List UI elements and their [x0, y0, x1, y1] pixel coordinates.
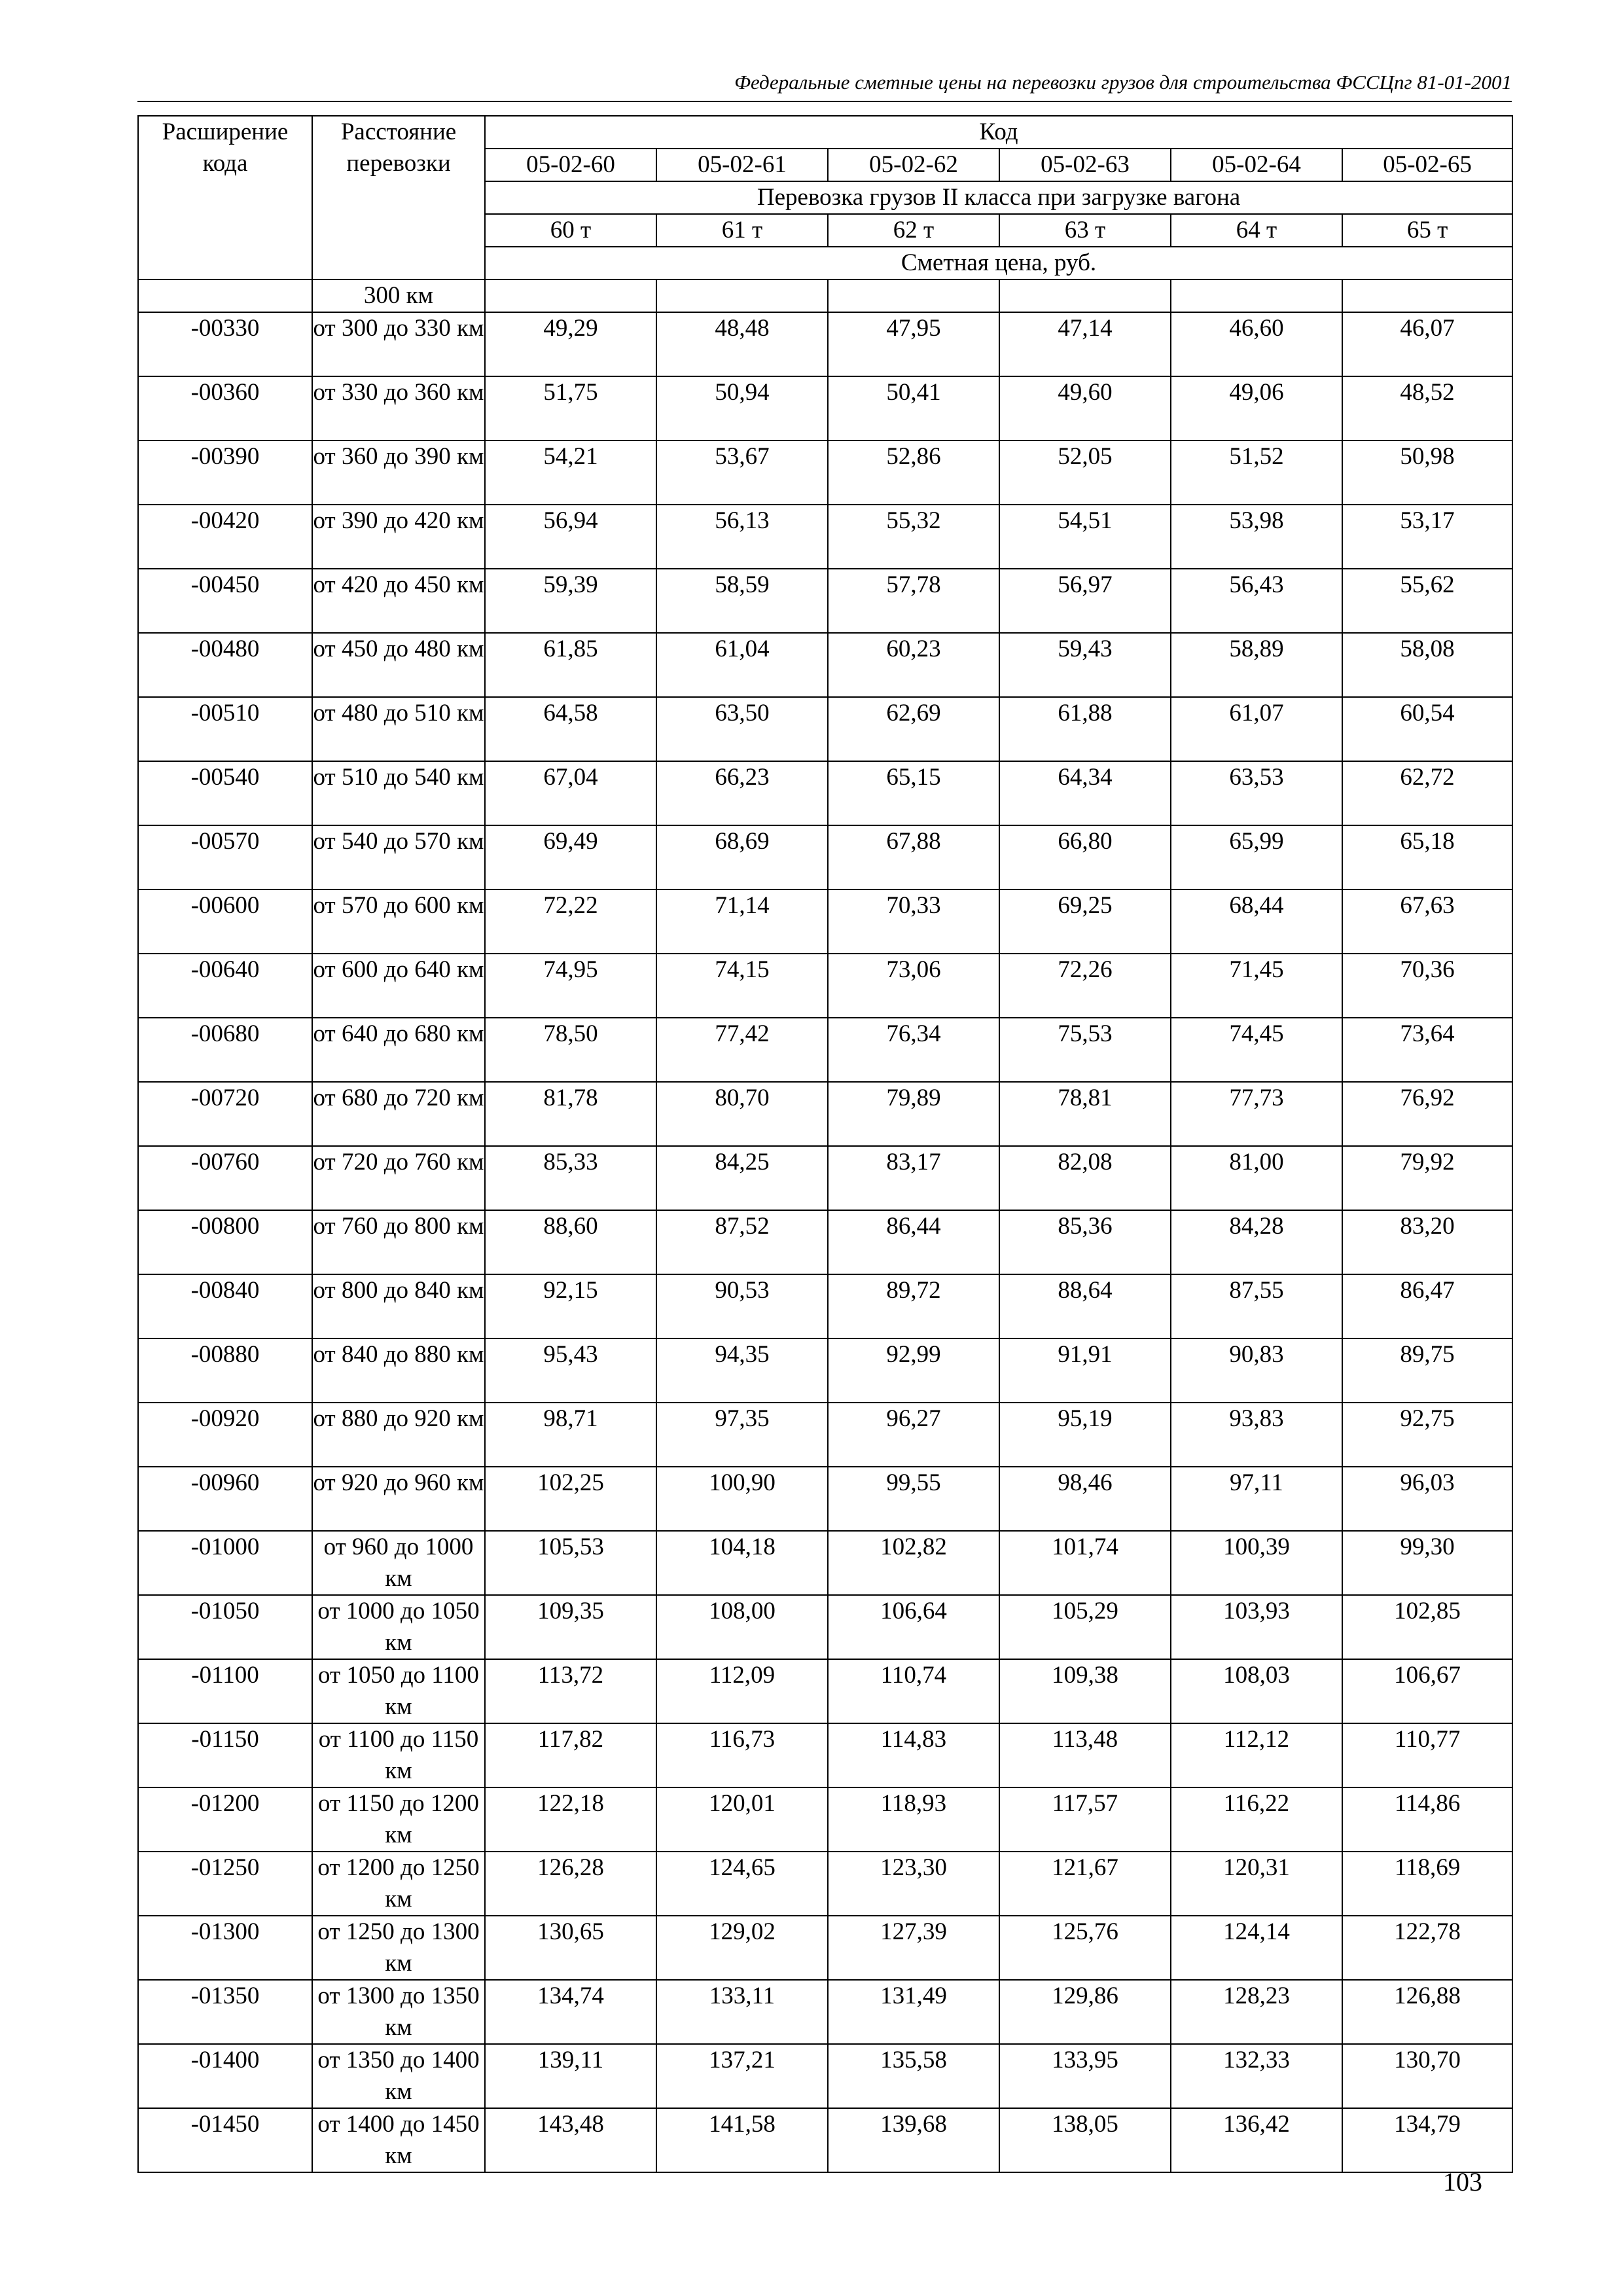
price-cell: 79,92: [1342, 1146, 1512, 1210]
extension-cell: -00570: [138, 825, 312, 889]
table-row: [138, 954, 1512, 1018]
table-row: [138, 1595, 1512, 1659]
price-cell: 58,89: [1171, 633, 1342, 697]
price-cell: 78,50: [485, 1018, 656, 1082]
price-cell: 77,73: [1171, 1082, 1342, 1146]
price-cell: 134,74: [485, 1980, 656, 2044]
price-cell: 77,42: [656, 1018, 828, 1082]
extension-cell: -01400: [138, 2044, 312, 2108]
extension-cell: -00330: [138, 312, 312, 376]
price-cell: 71,45: [1171, 954, 1342, 1018]
price-cell: 76,34: [828, 1018, 999, 1082]
price-cell: 52,05: [999, 440, 1171, 505]
extension-cell: -01150: [138, 1723, 312, 1787]
price-cell: 108,00: [656, 1595, 828, 1659]
distance-cell: от 920 до 960 км: [312, 1467, 485, 1531]
extension-cell: -00360: [138, 376, 312, 440]
price-cell: 73,64: [1342, 1018, 1512, 1082]
header-code: 05-02-65: [1342, 149, 1512, 181]
distance-cell: 300 км: [312, 279, 485, 312]
price-cell: 74,95: [485, 954, 656, 1018]
price-cell: 86,44: [828, 1210, 999, 1274]
price-cell: 61,04: [656, 633, 828, 697]
price-cell: 86,47: [1342, 1274, 1512, 1338]
table-row: [138, 697, 1512, 761]
price-cell: 74,15: [656, 954, 828, 1018]
price-cell: 92,75: [1342, 1403, 1512, 1467]
price-cell: 98,71: [485, 1403, 656, 1467]
price-cell: 129,02: [656, 1916, 828, 1980]
price-cell: 122,78: [1342, 1916, 1512, 1980]
price-cell: 66,23: [656, 761, 828, 825]
header-load: 63 т: [999, 214, 1171, 247]
price-cell: 64,34: [999, 761, 1171, 825]
price-cell: 133,11: [656, 1980, 828, 2044]
price-cell: 95,43: [485, 1338, 656, 1403]
price-cell: 132,33: [1171, 2044, 1342, 2108]
table-row: [138, 761, 1512, 825]
table-row: [138, 1082, 1512, 1146]
price-cell: 90,53: [656, 1274, 828, 1338]
price-cell: 103,93: [1171, 1595, 1342, 1659]
table-row: [138, 1852, 1512, 1916]
price-cell: 55,62: [1342, 569, 1512, 633]
price-cell: 63,50: [656, 697, 828, 761]
extension-cell: -01250: [138, 1852, 312, 1916]
header-transport-note: Перевозка грузов II класса при загрузке вагона: [485, 181, 1512, 214]
price-cell: 129,86: [999, 1980, 1171, 2044]
table-row: [138, 569, 1512, 633]
price-cell: 57,78: [828, 569, 999, 633]
extension-cell: -00920: [138, 1403, 312, 1467]
price-cell: 61,07: [1171, 697, 1342, 761]
price-cell: 56,43: [1171, 569, 1342, 633]
price-cell: 59,39: [485, 569, 656, 633]
price-cell: 64,58: [485, 697, 656, 761]
price-cell: 76,92: [1342, 1082, 1512, 1146]
price-cell: 112,09: [656, 1659, 828, 1723]
extension-cell: -00510: [138, 697, 312, 761]
price-cell: 85,33: [485, 1146, 656, 1210]
price-cell: 83,17: [828, 1146, 999, 1210]
header-code: 05-02-60: [485, 149, 656, 181]
price-cell: 50,98: [1342, 440, 1512, 505]
price-cell: [485, 279, 656, 312]
table-row: [138, 1274, 1512, 1338]
price-cell: 67,04: [485, 761, 656, 825]
table-row: [138, 312, 1512, 376]
price-cell: 123,30: [828, 1852, 999, 1916]
price-cell: 112,12: [1171, 1723, 1342, 1787]
distance-cell: от 1350 до 1400 км: [312, 2044, 485, 2108]
header-code: 05-02-61: [656, 149, 828, 181]
table-row: [138, 376, 1512, 440]
price-cell: [1171, 279, 1342, 312]
price-cell: 84,28: [1171, 1210, 1342, 1274]
price-cell: 80,70: [656, 1082, 828, 1146]
price-cell: 54,21: [485, 440, 656, 505]
price-cell: 73,06: [828, 954, 999, 1018]
price-cell: 99,55: [828, 1467, 999, 1531]
header-load: 60 т: [485, 214, 656, 247]
extension-cell: -01100: [138, 1659, 312, 1723]
table-row: [138, 1338, 1512, 1403]
distance-cell: от 1100 до 1150 км: [312, 1723, 485, 1787]
price-cell: 49,60: [999, 376, 1171, 440]
price-cell: 122,18: [485, 1787, 656, 1852]
extension-cell: -00800: [138, 1210, 312, 1274]
price-cell: 55,32: [828, 505, 999, 569]
extension-cell: -01450: [138, 2108, 312, 2172]
distance-cell: от 360 до 390 км: [312, 440, 485, 505]
extension-cell: -01000: [138, 1531, 312, 1595]
price-cell: 68,69: [656, 825, 828, 889]
price-cell: 46,60: [1171, 312, 1342, 376]
price-cell: 116,73: [656, 1723, 828, 1787]
table-row: [138, 1210, 1512, 1274]
distance-cell: от 330 до 360 км: [312, 376, 485, 440]
distance-cell: от 1200 до 1250 км: [312, 1852, 485, 1916]
price-cell: 90,83: [1171, 1338, 1342, 1403]
price-cell: 114,83: [828, 1723, 999, 1787]
extension-cell: -00720: [138, 1082, 312, 1146]
price-cell: 53,98: [1171, 505, 1342, 569]
price-cell: 99,30: [1342, 1531, 1512, 1595]
running-header: Федеральные сметные цены на перевозки грузов для строительства ФССЦпг 81-01-2001: [734, 71, 1512, 94]
price-cell: 105,53: [485, 1531, 656, 1595]
distance-cell: от 510 до 540 км: [312, 761, 485, 825]
extension-cell: [138, 279, 312, 312]
extension-cell: -00390: [138, 440, 312, 505]
price-cell: 69,49: [485, 825, 656, 889]
price-cell: 58,59: [656, 569, 828, 633]
price-cell: 56,94: [485, 505, 656, 569]
price-cell: 62,69: [828, 697, 999, 761]
price-cell: 48,52: [1342, 376, 1512, 440]
price-cell: 84,25: [656, 1146, 828, 1210]
price-cell: 54,51: [999, 505, 1171, 569]
price-cell: 124,14: [1171, 1916, 1342, 1980]
price-cell: 137,21: [656, 2044, 828, 2108]
price-cell: 109,38: [999, 1659, 1171, 1723]
price-cell: 59,43: [999, 633, 1171, 697]
price-cell: 72,22: [485, 889, 656, 954]
price-cell: 118,93: [828, 1787, 999, 1852]
price-cell: 127,39: [828, 1916, 999, 1980]
price-cell: 67,63: [1342, 889, 1512, 954]
header-extension: Расширение кода: [138, 116, 312, 279]
header-load: 61 т: [656, 214, 828, 247]
price-cell: 72,26: [999, 954, 1171, 1018]
distance-cell: от 450 до 480 км: [312, 633, 485, 697]
price-cell: 61,88: [999, 697, 1171, 761]
distance-cell: от 1250 до 1300 км: [312, 1916, 485, 1980]
distance-cell: от 1400 до 1450 км: [312, 2108, 485, 2172]
price-cell: 87,52: [656, 1210, 828, 1274]
price-cell: 47,95: [828, 312, 999, 376]
price-cell: 81,78: [485, 1082, 656, 1146]
table-row: [138, 1467, 1512, 1531]
price-cell: 65,18: [1342, 825, 1512, 889]
price-cell: 104,18: [656, 1531, 828, 1595]
price-cell: 47,14: [999, 312, 1171, 376]
price-cell: 49,29: [485, 312, 656, 376]
price-cell: 67,88: [828, 825, 999, 889]
price-cell: 78,81: [999, 1082, 1171, 1146]
price-cell: 50,94: [656, 376, 828, 440]
extension-cell: -00680: [138, 1018, 312, 1082]
price-cell: 96,03: [1342, 1467, 1512, 1531]
price-cell: 102,25: [485, 1467, 656, 1531]
extension-cell: -01200: [138, 1787, 312, 1852]
price-cell: 61,85: [485, 633, 656, 697]
distance-cell: от 960 до 1000 км: [312, 1531, 485, 1595]
price-cell: 56,13: [656, 505, 828, 569]
price-cell: 92,15: [485, 1274, 656, 1338]
distance-cell: от 390 до 420 км: [312, 505, 485, 569]
price-cell: 133,95: [999, 2044, 1171, 2108]
price-cell: 52,86: [828, 440, 999, 505]
price-cell: [1342, 279, 1512, 312]
header-code: 05-02-62: [828, 149, 999, 181]
price-cell: 83,20: [1342, 1210, 1512, 1274]
table-row: [138, 1018, 1512, 1082]
extension-cell: -00540: [138, 761, 312, 825]
price-cell: 100,90: [656, 1467, 828, 1531]
price-cell: 82,08: [999, 1146, 1171, 1210]
table-row: [138, 825, 1512, 889]
price-cell: 97,11: [1171, 1467, 1342, 1531]
price-cell: 106,67: [1342, 1659, 1512, 1723]
price-cell: 125,76: [999, 1916, 1171, 1980]
price-cell: 53,67: [656, 440, 828, 505]
price-cell: 70,33: [828, 889, 999, 954]
price-cell: 114,86: [1342, 1787, 1512, 1852]
header-code: 05-02-64: [1171, 149, 1342, 181]
price-cell: 124,65: [656, 1852, 828, 1916]
price-cell: 143,48: [485, 2108, 656, 2172]
extension-cell: -01050: [138, 1595, 312, 1659]
price-cell: 97,35: [656, 1403, 828, 1467]
price-cell: 135,58: [828, 2044, 999, 2108]
distance-cell: от 1050 до 1100 км: [312, 1659, 485, 1723]
price-cell: 58,08: [1342, 633, 1512, 697]
distance-cell: от 1000 до 1050 км: [312, 1595, 485, 1659]
extension-cell: -00600: [138, 889, 312, 954]
price-cell: 92,99: [828, 1338, 999, 1403]
header-load: 62 т: [828, 214, 999, 247]
distance-cell: от 760 до 800 км: [312, 1210, 485, 1274]
distance-cell: от 640 до 680 км: [312, 1018, 485, 1082]
table-row: [138, 1916, 1512, 1980]
header-load: 64 т: [1171, 214, 1342, 247]
extension-cell: -00960: [138, 1467, 312, 1531]
distance-cell: от 300 до 330 км: [312, 312, 485, 376]
distance-cell: от 800 до 840 км: [312, 1274, 485, 1338]
price-cell: 66,80: [999, 825, 1171, 889]
price-cell: [999, 279, 1171, 312]
distance-cell: от 480 до 510 км: [312, 697, 485, 761]
table-row: [138, 2108, 1512, 2172]
price-cell: 102,85: [1342, 1595, 1512, 1659]
price-cell: 50,41: [828, 376, 999, 440]
header-load: 65 т: [1342, 214, 1512, 247]
price-cell: 113,48: [999, 1723, 1171, 1787]
price-cell: 106,64: [828, 1595, 999, 1659]
table-row: [138, 2044, 1512, 2108]
distance-cell: от 420 до 450 км: [312, 569, 485, 633]
extension-cell: -00640: [138, 954, 312, 1018]
price-cell: 141,58: [656, 2108, 828, 2172]
price-cell: 108,03: [1171, 1659, 1342, 1723]
table-row: [138, 1403, 1512, 1467]
distance-cell: от 570 до 600 км: [312, 889, 485, 954]
price-cell: 109,35: [485, 1595, 656, 1659]
price-cell: 134,79: [1342, 2108, 1512, 2172]
price-cell: 130,65: [485, 1916, 656, 1980]
price-cell: 89,72: [828, 1274, 999, 1338]
distance-cell: от 720 до 760 км: [312, 1146, 485, 1210]
price-cell: 70,36: [1342, 954, 1512, 1018]
price-cell: 60,54: [1342, 697, 1512, 761]
price-cell: 46,07: [1342, 312, 1512, 376]
extension-cell: -01300: [138, 1916, 312, 1980]
table-row: [138, 1787, 1512, 1852]
header-price-note: Сметная цена, руб.: [485, 247, 1512, 279]
price-cell: 102,82: [828, 1531, 999, 1595]
price-cell: 139,68: [828, 2108, 999, 2172]
price-cell: 75,53: [999, 1018, 1171, 1082]
price-cell: 81,00: [1171, 1146, 1342, 1210]
price-cell: 118,69: [1342, 1852, 1512, 1916]
table-row: [138, 505, 1512, 569]
header-code: 05-02-63: [999, 149, 1171, 181]
price-cell: 88,64: [999, 1274, 1171, 1338]
extension-cell: -00880: [138, 1338, 312, 1403]
price-table: [137, 115, 1513, 2173]
price-cell: 117,82: [485, 1723, 656, 1787]
table-row: [138, 279, 1512, 312]
price-cell: 95,19: [999, 1403, 1171, 1467]
table-row: [138, 440, 1512, 505]
price-cell: 126,88: [1342, 1980, 1512, 2044]
price-cell: 53,17: [1342, 505, 1512, 569]
extension-cell: -00450: [138, 569, 312, 633]
price-cell: 113,72: [485, 1659, 656, 1723]
price-cell: 98,46: [999, 1467, 1171, 1531]
price-cell: 87,55: [1171, 1274, 1342, 1338]
price-cell: 60,23: [828, 633, 999, 697]
price-cell: 51,75: [485, 376, 656, 440]
extension-cell: -00480: [138, 633, 312, 697]
price-cell: 71,14: [656, 889, 828, 954]
header-divider: [137, 101, 1512, 102]
extension-cell: -00840: [138, 1274, 312, 1338]
table-row: [138, 633, 1512, 697]
table-row: [138, 1723, 1512, 1787]
distance-cell: от 680 до 720 км: [312, 1082, 485, 1146]
price-cell: 56,97: [999, 569, 1171, 633]
price-cell: 120,01: [656, 1787, 828, 1852]
distance-cell: от 880 до 920 км: [312, 1403, 485, 1467]
price-cell: 136,42: [1171, 2108, 1342, 2172]
extension-cell: -01350: [138, 1980, 312, 2044]
extension-cell: -00760: [138, 1146, 312, 1210]
price-cell: 91,91: [999, 1338, 1171, 1403]
table-row: [138, 1146, 1512, 1210]
price-cell: 126,28: [485, 1852, 656, 1916]
price-cell: 74,45: [1171, 1018, 1342, 1082]
price-cell: 65,15: [828, 761, 999, 825]
distance-cell: от 540 до 570 км: [312, 825, 485, 889]
price-cell: 139,11: [485, 2044, 656, 2108]
header-distance: Расстояние перевозки: [312, 116, 485, 279]
distance-cell: от 600 до 640 км: [312, 954, 485, 1018]
distance-cell: от 840 до 880 км: [312, 1338, 485, 1403]
price-cell: [656, 279, 828, 312]
price-cell: 89,75: [1342, 1338, 1512, 1403]
price-cell: 51,52: [1171, 440, 1342, 505]
price-cell: 120,31: [1171, 1852, 1342, 1916]
price-cell: 79,89: [828, 1082, 999, 1146]
price-cell: 100,39: [1171, 1531, 1342, 1595]
price-cell: 130,70: [1342, 2044, 1512, 2108]
price-cell: 48,48: [656, 312, 828, 376]
price-cell: 131,49: [828, 1980, 999, 2044]
price-cell: 96,27: [828, 1403, 999, 1467]
price-cell: 138,05: [999, 2108, 1171, 2172]
price-cell: 121,67: [999, 1852, 1171, 1916]
price-cell: 65,99: [1171, 825, 1342, 889]
price-cell: 117,57: [999, 1787, 1171, 1852]
table-row: [138, 1531, 1512, 1595]
price-cell: 116,22: [1171, 1787, 1342, 1852]
price-cell: 110,77: [1342, 1723, 1512, 1787]
price-cell: [828, 279, 999, 312]
table-row: [138, 889, 1512, 954]
table-row: [138, 1980, 1512, 2044]
extension-cell: -00420: [138, 505, 312, 569]
price-cell: 88,60: [485, 1210, 656, 1274]
price-cell: 62,72: [1342, 761, 1512, 825]
price-cell: 93,83: [1171, 1403, 1342, 1467]
price-cell: 69,25: [999, 889, 1171, 954]
table-row: [138, 1659, 1512, 1723]
price-cell: 105,29: [999, 1595, 1171, 1659]
price-cell: 85,36: [999, 1210, 1171, 1274]
page-number: 103: [1443, 2167, 1482, 2197]
price-cell: 63,53: [1171, 761, 1342, 825]
price-cell: 68,44: [1171, 889, 1342, 954]
price-cell: 110,74: [828, 1659, 999, 1723]
distance-cell: от 1300 до 1350 км: [312, 1980, 485, 2044]
distance-cell: от 1150 до 1200 км: [312, 1787, 485, 1852]
price-cell: 49,06: [1171, 376, 1342, 440]
price-cell: 101,74: [999, 1531, 1171, 1595]
price-cell: 94,35: [656, 1338, 828, 1403]
header-code-group: Код: [485, 116, 1512, 149]
price-cell: 128,23: [1171, 1980, 1342, 2044]
